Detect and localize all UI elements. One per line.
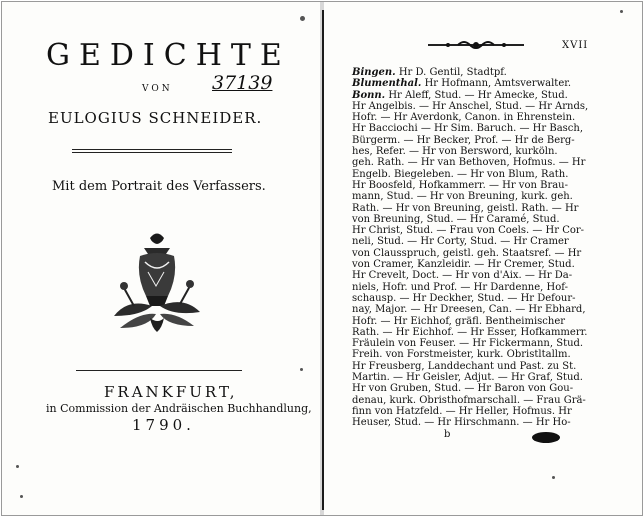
list-line-text: Bürgerm. — Hr Becker, Prof. — Hr de Berg- (352, 134, 575, 146)
headpiece-ornament (428, 39, 524, 51)
list-line (352, 101, 624, 112)
page-spot (300, 368, 303, 371)
page-spot (620, 10, 623, 13)
list-line-text: Hr Freusberg, Landdechant und Past. zu St. (352, 360, 577, 372)
handwritten-shelf-number: 37139 (212, 72, 273, 94)
list-line-text: denau, kurk. Obristhofmarschall. — Frau Grä- (352, 394, 586, 406)
list-line (352, 429, 624, 440)
divider-rule-top (72, 149, 232, 150)
by-label: VON (142, 84, 173, 94)
list-line-text: Hr von Gruben, Stud. — Hr Baron von Gou- (352, 383, 574, 395)
list-line (352, 135, 624, 146)
title-page (2, 2, 320, 515)
divider-rule-top-thin (72, 152, 232, 153)
ink-blot (532, 432, 560, 443)
list-line-text: Engelb. Biegeleben. — Hr von Blum, Rath. (352, 168, 569, 180)
list-line (352, 349, 624, 360)
list-line-text: Hofr. — Hr Eichhof, gräfl. Bentheimischer (352, 315, 566, 327)
list-line-text: neli, Stud. — Hr Corty, Stud. — Hr Cramer (352, 236, 569, 248)
place-name: Bingen. (352, 67, 396, 78)
place-name: Blumenthal. (352, 78, 422, 90)
subscriber-list-page (324, 2, 642, 515)
place-name: Bonn. (352, 89, 386, 101)
page-spot (16, 465, 19, 468)
list-line (352, 123, 624, 134)
list-line (352, 157, 624, 168)
list-line (352, 293, 624, 304)
list-line-text: finn von Hatzfeld. — Hr Heller, Hofmus. Hr (352, 405, 572, 417)
list-line (352, 259, 624, 270)
book-title: GEDICHTE (46, 38, 291, 73)
list-line-text: Hr Hofmann, Amtsverwalter. (421, 78, 572, 90)
page-spot (300, 16, 305, 21)
list-line-text: Heuser, Stud. — Hr Hirschmann. — Hr Ho- (352, 417, 571, 429)
list-line (352, 225, 624, 236)
list-line (352, 338, 624, 349)
list-line-text: Martin. — Hr Geisler, Adjut. — Hr Graf, Stud. (352, 372, 583, 384)
list-line-text: Hr Crevelt, Doct. — Hr von d'Aix. — Hr Da- (352, 270, 573, 282)
author-name: EULOGIUS SCHNEIDER. (48, 109, 263, 127)
list-line (352, 67, 624, 78)
list-line (352, 236, 624, 247)
list-line (352, 417, 624, 428)
list-line-text: nay, Major. — Hr Dreesen, Can. — Hr Ebhard, (352, 304, 586, 316)
list-line (352, 78, 624, 89)
list-line-text: Hr Aleff, Stud. — Hr Amecke, Stud. (385, 89, 568, 101)
list-line-text: Hofr. — Hr Averdonk, Canon. in Ehrenstein. (352, 112, 576, 124)
divider-rule-bottom (76, 370, 242, 371)
list-line (352, 214, 624, 225)
subtitle: Mit dem Portrait des Verfassers. (52, 179, 266, 194)
document-scan (1, 1, 643, 516)
list-line (352, 146, 624, 157)
list-line (352, 372, 624, 383)
list-line-text: hes, Refer. — Hr von Bersword, kurköln. (352, 146, 558, 158)
list-line (352, 395, 624, 406)
list-line-text: Hr Angelbis. — Hr Anschel, Stud. — Hr Arnds, (352, 100, 589, 112)
list-line-text: Hr Bacciochi — Hr Sim. Baruch. — Hr Basch, (352, 123, 584, 135)
list-line (352, 270, 624, 281)
list-line-text: b (444, 428, 451, 440)
list-line (352, 327, 624, 338)
list-line-text: Freih. von Forstmeister, kurk. Obristltallm. (352, 349, 571, 361)
list-line-text: schausp. — Hr Deckher, Stud. — Hr Defour- (352, 292, 576, 304)
list-line (352, 406, 624, 417)
imprint-year: 1790. (132, 416, 195, 434)
page-number: XVII (562, 40, 589, 51)
list-line-text: von Breuning, Stud. — Hr Caramé, Stud. (352, 213, 560, 225)
list-line (352, 361, 624, 372)
list-line-text: mann, Stud. — Hr von Breuning, kurk. geh. (352, 191, 573, 203)
list-line-text: Rath. — Hr Eichhof. — Hr Esser, Hofkammerr. (352, 326, 588, 338)
list-line-text: niels, Hofr. und Prof. — Hr Dardenne, Hof- (352, 281, 568, 293)
list-line (352, 203, 624, 214)
page-spot (552, 476, 555, 479)
list-line (352, 180, 624, 191)
list-line-text: von Cramer, Kanzleidir. — Hr Cremer, Stud. (352, 259, 575, 271)
list-line-text: Hr Boosfeld, Hofkammerr. — Hr von Brau- (352, 179, 569, 191)
list-line (352, 191, 624, 202)
list-line-text: Hr Christ, Stud. — Frau von Coels. — Hr Cor- (352, 225, 585, 237)
imprint-city: FRANKFURT, (104, 383, 238, 401)
list-line (352, 248, 624, 259)
imprint-publisher: in Commission der Andräischen Buchhandlung, (46, 402, 312, 415)
list-line-text: von Clausspruch, geistl. geh. Staatsref. — Hr (352, 247, 582, 259)
list-line (352, 169, 624, 180)
subscriber-list (352, 67, 624, 440)
list-line (352, 112, 624, 123)
list-line-text: Hr D. Gentil, Stadtpf. (395, 67, 507, 78)
page-spot (20, 495, 23, 498)
list-line (352, 316, 624, 327)
list-line (352, 90, 624, 101)
list-line (352, 383, 624, 394)
list-line-text: Rath. — Hr von Breuning, geistl. Rath. — Hr (352, 202, 579, 214)
list-line-text: Fräulein von Feuser. — Hr Fickermann, Stud. (352, 338, 584, 350)
list-line (352, 304, 624, 315)
list-line (352, 282, 624, 293)
urn-vignette-illustration (110, 228, 204, 336)
list-line-text: geh. Rath. — Hr van Bethoven, Hofmus. — Hr (352, 157, 586, 169)
